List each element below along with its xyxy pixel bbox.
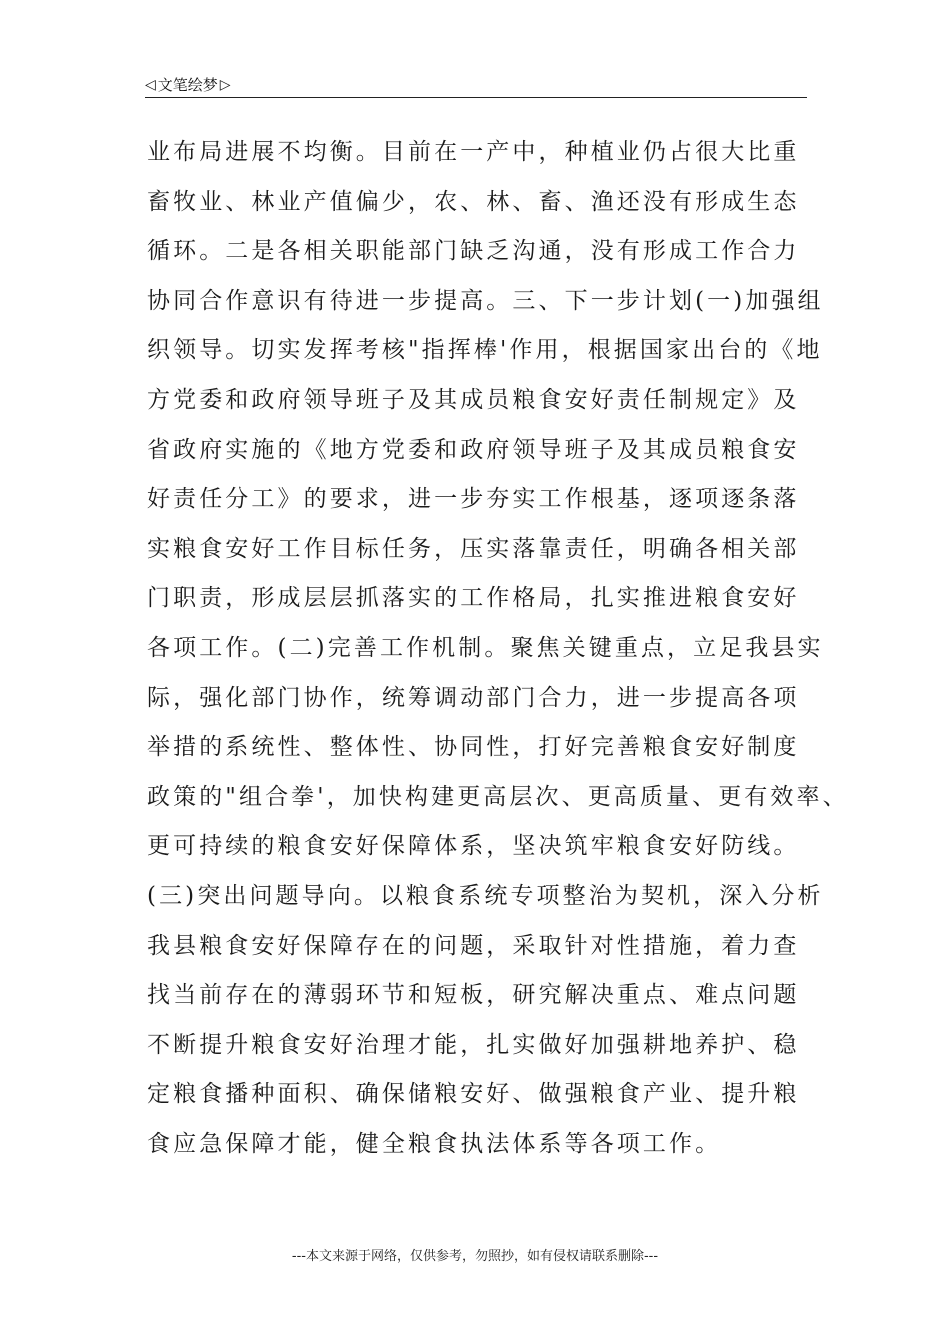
text-line: 方党委和政府领导班子及其成员粮食安好责任制规定》及 xyxy=(147,386,800,413)
document-header xyxy=(145,74,231,95)
right-triangle-icon: ▷ xyxy=(219,76,231,93)
text-line: 各项工作。(二)完善工作机制。聚焦关键重点，立足我县实 xyxy=(147,634,824,661)
text-line: 门职责，形成层层抓落实的工作格局，扎实推进粮食安好 xyxy=(147,585,800,612)
text-line: 畜牧业、林业产值偏少，农、林、畜、渔还没有形成生态 xyxy=(147,188,800,215)
text-line: 业布局进展不均衡。目前在一产中，种植业仍占很大比重 xyxy=(147,139,800,165)
text-line: 实粮食安好工作目标任务，压实落靠责任，明确各相关部 xyxy=(147,535,800,562)
text-line: 协同合作意识有待进一步提高。三、下一步计划(一)加强组 xyxy=(147,287,824,314)
text-line: 好责任分工》的要求，进一步夯实工作根基，逐项逐条落 xyxy=(147,486,800,513)
text-line: 政策的"组合拳'，加快构建更高层次、更高质量、更有效率、 xyxy=(147,783,849,810)
text-line: 找当前存在的薄弱环节和短板，研究解决重点、难点问题 xyxy=(147,982,800,1009)
text-line: 循环。二是各相关职能部门缺乏沟通，没有形成工作合力 xyxy=(147,238,800,265)
text-line: (三)突出问题导向。以粮食系统专项整治为契机，深入分析 xyxy=(147,882,824,909)
document-body xyxy=(147,128,849,1169)
text-line: 织领导。切实发挥考核"指挥棒'作用，根据国家出台的《地 xyxy=(147,337,823,364)
text-line: 更可持续的粮食安好保障体系，坚决筑牢粮食安好防线。 xyxy=(147,833,800,860)
text-line: 食应急保障才能，健全粮食执法体系等各项工作。 xyxy=(147,1130,722,1157)
text-line: 定粮食播种面积、确保储粮安好、做强粮食产业、提升粮 xyxy=(147,1081,800,1108)
text-line: 际，强化部门协作，统筹调动部门合力，进一步提高各项 xyxy=(147,684,800,711)
text-line: 举措的系统性、整体性、协同性，打好完善粮食安好制度 xyxy=(147,734,800,761)
footer-disclaimer: ---本文来源于网络，仅供参考，勿照抄，如有侵权请联系删除--- xyxy=(291,1249,659,1264)
left-triangle-icon: ◁ xyxy=(145,76,156,93)
text-line: 省政府实施的《地方党委和政府领导班子及其成员粮食安 xyxy=(147,436,800,463)
header-divider xyxy=(145,97,807,98)
text-line: 我县粮食安好保障存在的问题，采取针对性措施，着力查 xyxy=(147,932,800,959)
header-title: 文笔绘梦 xyxy=(157,76,218,94)
text-line: 不断提升粮食安好治理才能，扎实做好加强耕地养护、稳 xyxy=(147,1031,800,1058)
